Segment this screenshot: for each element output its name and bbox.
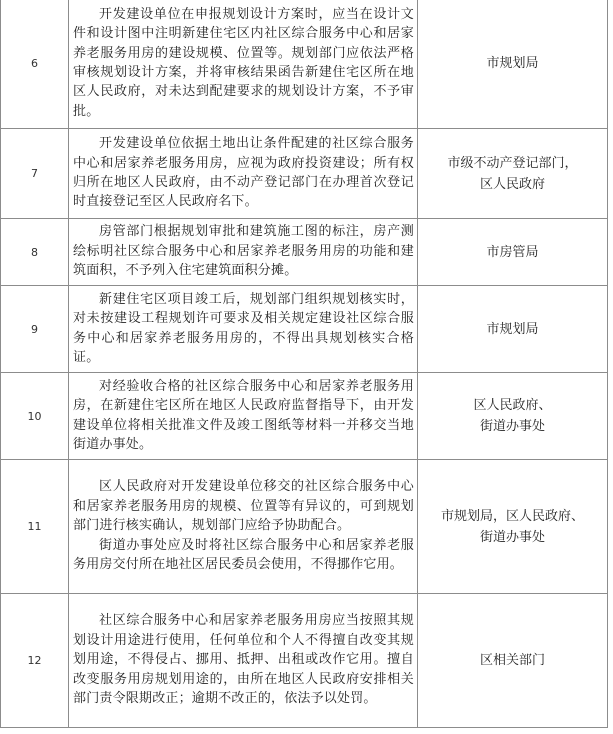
responsible-department: [418, 219, 608, 286]
table-row: [1, 286, 608, 373]
table-row: [1, 219, 608, 286]
department-line: 街道办事处: [479, 529, 545, 545]
responsible-department: [418, 129, 608, 219]
row-content: [69, 594, 418, 728]
row-number: 10: [1, 373, 69, 460]
content-paragraph: 区人民政府对开发建设单位移交的社区综合服务中心和居家养老服务用房的规模、位置等有异议的，可到规划部门进行核实确认，规划部门应给予协助配合。: [73, 479, 414, 534]
department-line: 街道办事处: [479, 419, 545, 434]
department-line: 市规划局: [486, 56, 539, 71]
department-line: 市级不动产登记部门，: [447, 155, 578, 171]
row-number: 7: [1, 129, 69, 219]
table-row: [1, 460, 608, 594]
row-number: 8: [1, 219, 69, 286]
responsible-department: [418, 286, 608, 373]
row-content: [69, 460, 418, 594]
content-paragraph: 开发建设单位在申报规划设计方案时，应当在设计文件和设计图中注明新建住宅区内社区综合服务中心和居家养老服务用房的建设规模、位置等。规划部门应依法严格审核规划设计方案，并将审核结果函告新建住宅区所在地区人民政府，对未达到配建要求的规划设计方案，不予审批。: [73, 6, 414, 119]
department-line: 区人民政府: [479, 176, 545, 192]
content-paragraph: 新建住宅区项目竣工后，规划部门组织规划核实时，对未按建设工程规划许可要求及相关规定建设社区综合服务中心和居家养老服务用房的，不得出具规划核实合格证。: [73, 291, 414, 365]
responsible-department: [418, 0, 608, 129]
department-line: 区相关部门: [479, 653, 545, 668]
row-number: 12: [1, 594, 69, 728]
content-paragraph: 对经验收合格的社区综合服务中心和居家养老服务用房，在新建住宅区所在地区人民政府监督指导下，由开发建设单位将相关批准文件及竣工图纸等材料一并移交当地街道办事处。: [73, 378, 414, 452]
content-paragraph: 社区综合服务中心和居家养老服务用房应当按照其规划设计用途进行使用，任何单位和个人不得擅自改变其规划用途，不得侵占、挪用、抵押、出租或改作它用。擅自改变服务用房规划用途的，由所在地区人民政府安排相关部门责令限期改正；逾期不改正的，依法予以处罚。: [73, 613, 414, 707]
content-paragraph: 开发建设单位依据土地出让条件配建的社区综合服务中心和居家养老服务用房，应视为政府投资建设；所有权归所在地区人民政府，由不动产登记部门在办理首次登记时直接登记至区人民政府名下。: [73, 136, 414, 210]
row-content: [69, 129, 418, 219]
responsible-department: [418, 594, 608, 728]
table-row: [1, 129, 608, 219]
content-paragraph: 房管部门根据规划审批和建筑施工图的标注，房产测绘标明社区综合服务中心和居家养老服务用房的功能和建筑面积，不予列入住宅建筑面积分摊。: [73, 224, 414, 279]
row-number: 6: [1, 0, 69, 129]
department-line: 市规划局: [486, 321, 539, 337]
row-content: [69, 219, 418, 286]
responsible-department: [418, 460, 608, 594]
table-row: [1, 594, 608, 728]
table-row: [1, 0, 608, 129]
table-row: [1, 373, 608, 460]
department-line: 市房管局: [486, 244, 539, 260]
responsible-department: [418, 373, 608, 460]
department-line: 区人民政府、: [473, 398, 552, 413]
content-paragraph: 街道办事处应及时将社区综合服务中心和居家养老服务用房交付所在地社区居民委员会使用，不得挪作它用。: [73, 537, 414, 573]
row-number: 9: [1, 286, 69, 373]
department-line: 市规划局，区人民政府、: [440, 508, 584, 524]
row-content: [69, 373, 418, 460]
row-content: [69, 286, 418, 373]
row-content: [69, 0, 418, 129]
table-body: [1, 0, 608, 728]
row-number: 11: [1, 460, 69, 594]
